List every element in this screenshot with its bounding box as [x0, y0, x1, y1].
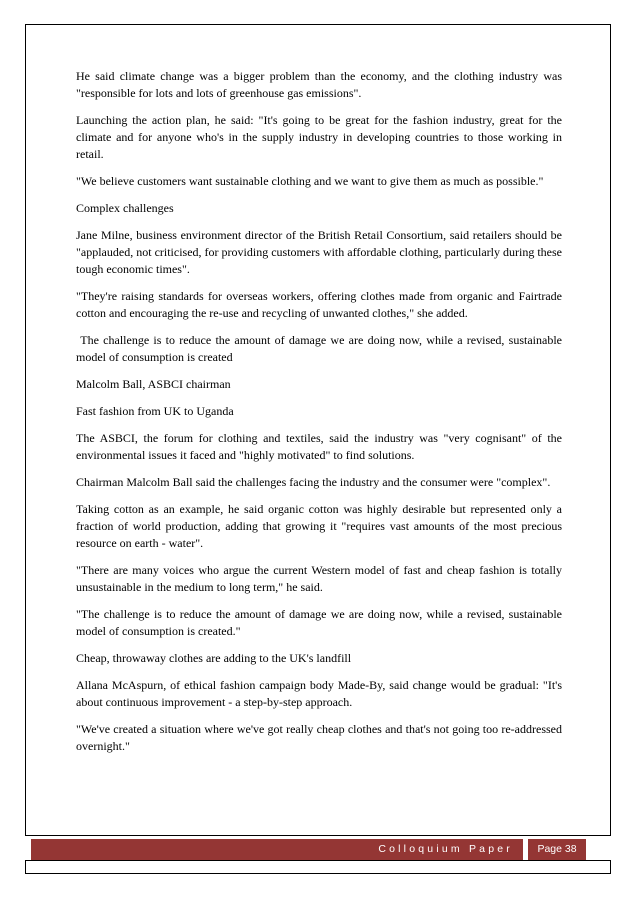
paragraph: Taking cotton as an example, he said organic cotton was highly desirable but represented only a fraction of world production, adding that growing it "requires vast amounts of the most precious resource on earth - water". [76, 502, 562, 550]
section-heading: Complex challenges [76, 201, 174, 215]
paragraph: Jane Milne, business environment director of the British Retail Consortium, said retailers should be "applauded, not criticised, for providing customers with affordable clothing, particularly during these tough economic times". [76, 228, 562, 276]
page-number: Page 38 [528, 839, 586, 860]
paragraph: Launching the action plan, he said: "It's going to be great for the fashion industry, great for the climate and for anyone who's in the supply industry in developing countries to those working in retail. [76, 113, 562, 161]
paragraph: "They're raising standards for overseas workers, offering clothes made from organic and Fairtrade cotton and encouraging the re-use and recycling of unwanted clothes," she added. [76, 289, 562, 320]
footer-title: Colloquium Paper [31, 839, 523, 860]
section-heading: Fast fashion from UK to Uganda [76, 404, 234, 418]
paragraph: The ASBCI, the forum for clothing and textiles, said the industry was "very cognisant" of the environmental issues it faced and "highly motivated" to find solutions. [76, 431, 562, 462]
paragraph: "The challenge is to reduce the amount of damage we are doing now, while a revised, sustainable model of consumption is created." [76, 607, 562, 638]
page-footer [25, 835, 611, 861]
quote-attribution: Malcolm Ball, ASBCI chairman [76, 377, 231, 391]
document-body [76, 68, 566, 765]
paragraph: Chairman Malcolm Ball said the challenges facing the industry and the consumer were "complex". [76, 475, 551, 489]
paragraph: "We've created a situation where we've got really cheap clothes and that's not going too re-addressed overnight." [76, 722, 562, 753]
paragraph: Allana McAspurn, of ethical fashion campaign body Made-By, said change would be gradual: "It's about continuous improvement - a step-by-step approach. [76, 678, 562, 709]
paragraph: "There are many voices who argue the current Western model of fast and cheap fashion is totally unsustainable in the medium to long term," he said. [76, 563, 562, 594]
section-heading: Cheap, throwaway clothes are adding to the UK's landfill [76, 651, 352, 665]
paragraph: He said climate change was a bigger problem than the economy, and the clothing industry was "responsible for lots and lots of greenhouse gas emissions". [76, 69, 562, 100]
pull-quote: The challenge is to reduce the amount of damage we are doing now, while a revised, sustainable model of consumption is created [76, 333, 566, 364]
paragraph: "We believe customers want sustainable clothing and we want to give them as much as possible." [76, 174, 544, 188]
